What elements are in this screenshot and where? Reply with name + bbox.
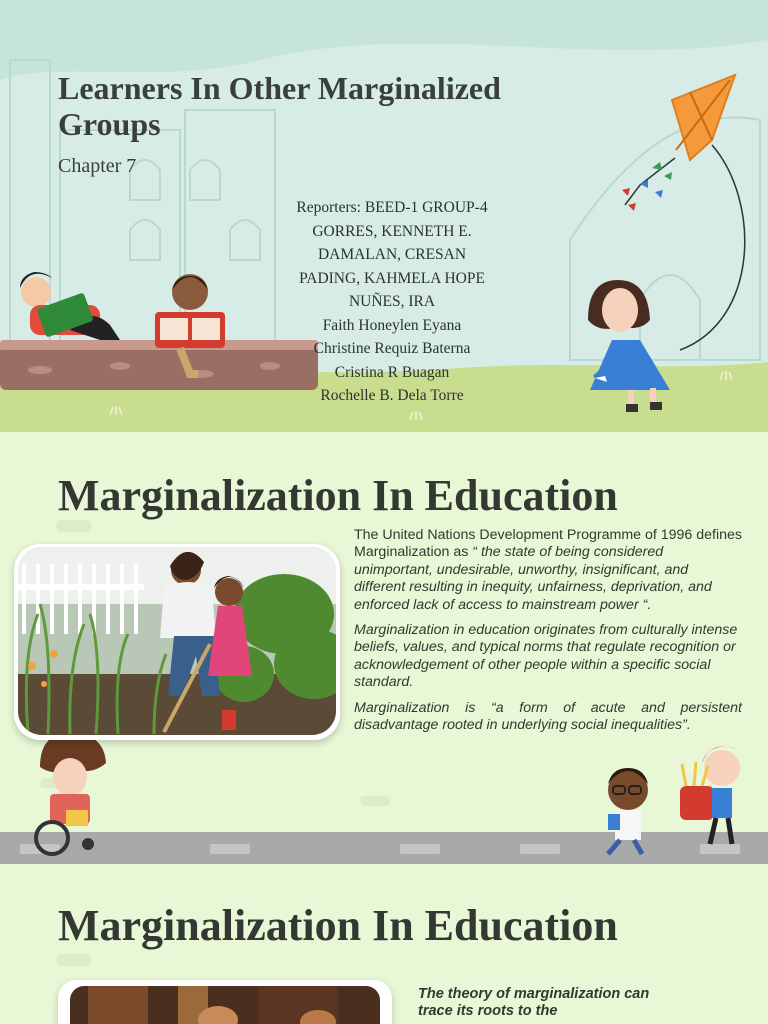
disadvantage-paragraph: Marginalization is “a form of acute and persistent disadvantage rooted in underlying social inequalities”. bbox=[354, 699, 742, 734]
reporters-list bbox=[272, 196, 512, 408]
kid-with-backpack-illustration bbox=[680, 746, 740, 844]
photo-frame bbox=[14, 544, 340, 740]
reporter-name: NUÑES, IRA bbox=[348, 293, 436, 310]
road bbox=[0, 832, 768, 864]
reporter-name: Christine Requiz Baterna bbox=[313, 340, 471, 357]
reporter-name: PADING, KAHMELA HOPE bbox=[299, 269, 485, 287]
reporter-name: Faith Honeylen Eyana bbox=[322, 316, 462, 334]
definition-paragraph bbox=[354, 527, 742, 614]
sky-swoosh bbox=[0, 0, 768, 80]
marginalization-slide bbox=[0, 432, 768, 864]
slide-heading: Marginalization In Education bbox=[58, 471, 618, 520]
reporter-name: Cristina R Buagan bbox=[334, 363, 450, 381]
photo-frame bbox=[58, 980, 392, 1024]
reporter-name: GORRES, KENNETH E. bbox=[312, 222, 472, 240]
marginalization-slide-2 bbox=[0, 864, 768, 1024]
gardening-photo bbox=[14, 544, 340, 740]
title-slide bbox=[0, 0, 768, 432]
definition-intro: The United Nations Development Programme of 1996 defines Marginalization as bbox=[354, 527, 743, 561]
reporter-name: DAMALAN, CRESAN bbox=[317, 246, 467, 263]
reading-child-lying bbox=[20, 272, 120, 340]
slide-body-text bbox=[354, 527, 742, 742]
reporters-line: Reporters: BEED-1 GROUP-4 bbox=[296, 199, 488, 216]
chapter-label: Chapter 7 bbox=[58, 155, 137, 177]
presentation-title: Learners In Other Marginalized Groups bbox=[58, 70, 501, 142]
reporter-name: Rochelle B. Dela Torre bbox=[320, 387, 464, 404]
dark-photo bbox=[58, 980, 392, 1024]
slide-heading: Marginalization In Education bbox=[58, 901, 618, 950]
origin-paragraph: Marginalization in education originates from culturally intense beliefs, values, and typical norms that regulate recognition or acknowledgement of other people within a specific social standard. bbox=[354, 622, 738, 691]
slide-body-text: The theory of marginalization can trace its roots to the bbox=[418, 986, 650, 1019]
definition-quote: “ the state of being considered unimportant, undesirable, unworthy, insignificant, and different resulting in inequity, unfairness, deprivation, and enforced lack of access to mainstream power “. bbox=[354, 544, 712, 613]
